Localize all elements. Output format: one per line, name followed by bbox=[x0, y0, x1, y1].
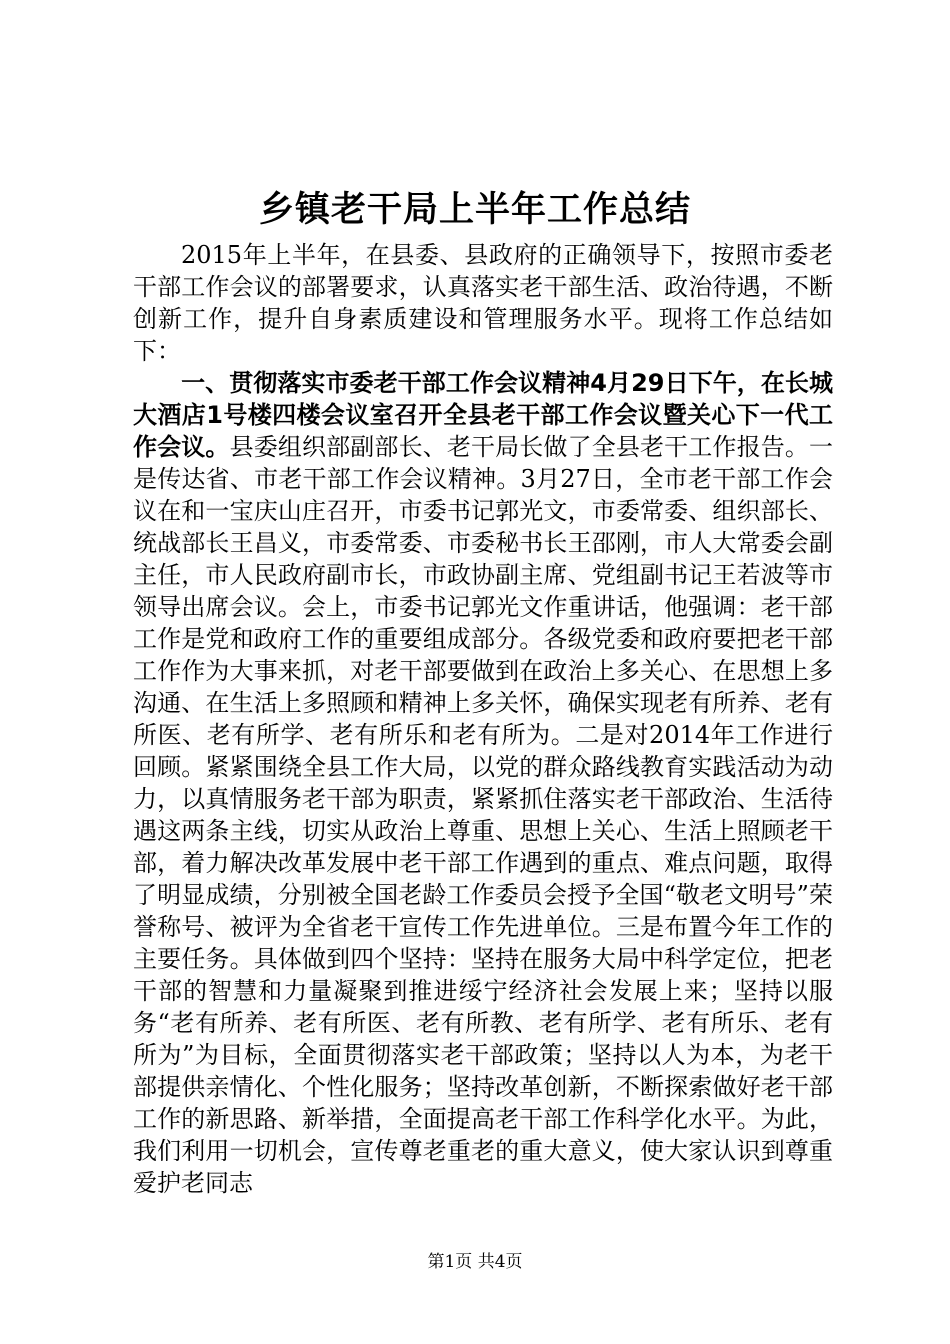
section-heading: 一、贯彻落实市委老干部工作会议精神4月29日下午，在长城大酒店1号楼四楼会议室召开全县老干部工作会议暨关心下一代工作会议。 bbox=[133, 369, 833, 461]
paragraph-intro: 2015年上半年，在县委、县政府的正确领导下，按照市委老干部工作会议的部署要求，认真落实老干部生活、政治待遇，不断创新工作，提升自身素质建设和管理服务水平。现将工作总结如下： bbox=[133, 241, 833, 365]
section-body: 县委组织部副部长、老干局长做了全县老干工作报告。一是传达省、市老干部工作会议精神。3月27日，全市老干部工作会议在和一宝庆山庄召开，市委书记郭光文，市委常委、组织部长、统战部长王昌义，市委常委、市委秘书长王邵刚，市人大常委会副主任，市人民政府副市长，市政协副主席、党组副书记王若波等市领导出席会议。会上，市委书记郭光文作重讲话，他强调：老干部工作是党和政府工作的重要组成部分。各级党委和政府要把老干部工作作为大事来抓，对老干部要做到在政治上多关心、在思想上多沟通、在生活上多照顾和精神上多关怀，确保实现老有所养、老有所医、老有所学、老有所乐和老有所为。二是对2014年工作进行回顾。紧紧围绕全县工作大局，以党的群众路线教育实践活动为动力，以真情服务老干部为职责，紧紧抓住落实老干部政治、生活待遇这两条主线，切实从政治上尊重、思想上关心、生活上照顾老干部，着力解决改革发展中老干部工作遇到的重点、难点问题，取得了明显成绩，分别被全国老龄工作委员会授予全国“敬老文明号”荣誉称号、被评为全省老干宣传工作先进单位。三是布置今年工作的主要任务。具体做到四个坚持：坚持在服务大局中科学定位，把老干部的智慧和力量凝聚到推进绥宁经济社会发展上来；坚持以服务“老有所养、老有所医、老有所教、老有所学、老有所乐、老有所为”为目标，全面贯彻落实老干部政策；坚持以人为本，为老干部提供亲情化、个性化服务；坚持改革创新，不断探索做好老干部工作的新思路、新举措，全面提高老干部工作科学化水平。为此，我们利用一切机会，宣传尊老重老的重大意义，使大家认识到尊重爱护老同志 bbox=[133, 433, 834, 1197]
page-title: 乡镇老干局上半年工作总结 bbox=[258, 190, 691, 230]
body-paragraph bbox=[133, 239, 833, 1199]
page-footer: 第1页 共4页 bbox=[427, 1252, 523, 1272]
